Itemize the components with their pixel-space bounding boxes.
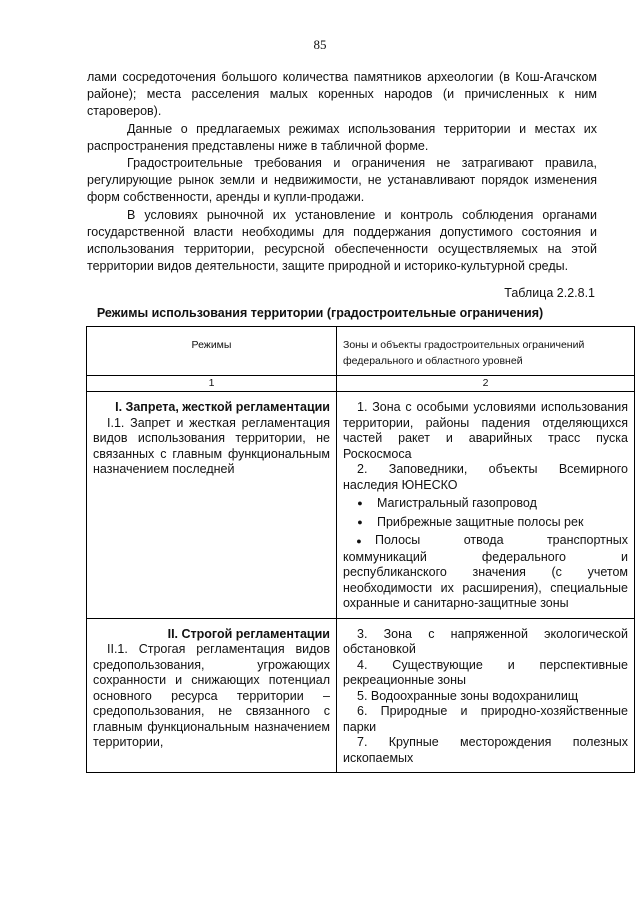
table-row bbox=[87, 392, 635, 619]
zone-item: 3. Зона с напряженной экологической обстановкой bbox=[343, 626, 628, 656]
list-item-text: Магистральный газопровод bbox=[377, 496, 537, 510]
header-regimes: Режимы bbox=[87, 327, 337, 376]
column-number-row bbox=[87, 376, 635, 392]
table-row bbox=[87, 618, 635, 773]
paragraph: Градостроительные требования и ограничения не затрагивают правила, регулирующие рынок земли и недвижимости, не устанавливают порядок изменения форм собственности, аренды и купли-продажи. bbox=[87, 156, 597, 205]
list-item bbox=[343, 496, 628, 512]
regime-title: II. Строгой регламентации bbox=[167, 626, 330, 641]
column-number: 1 bbox=[87, 376, 337, 392]
list-item bbox=[343, 515, 628, 531]
zone-item: 2. Заповедники, объекты Всемирного наследия ЮНЕСКО bbox=[343, 462, 628, 492]
table-title: Режимы использования территории (градостроительные ограничения) bbox=[96, 306, 544, 320]
body-text bbox=[87, 69, 597, 275]
column-number: 2 bbox=[337, 376, 635, 392]
table-header-row bbox=[87, 327, 635, 376]
bullet-icon: ● bbox=[356, 536, 362, 546]
list-item-text: Полосы отвода транспортных коммуникаций федерального и республиканского значения (с учетом необходимости их расширения), специальные охранные и санитарно-защитные зоны bbox=[343, 533, 628, 610]
zone-item: 7. Крупные месторождения полезных ископаемых bbox=[343, 735, 628, 765]
regimes-table bbox=[86, 326, 635, 773]
regime-cell bbox=[87, 392, 337, 619]
page-number: 85 bbox=[313, 37, 327, 52]
regime-cell bbox=[87, 618, 337, 773]
header-zones: Зоны и объекты градостроительных ограничений федерального и областного уровней bbox=[337, 327, 635, 376]
paragraph: В условиях рыночной их установление и контроль соблюдения органами государственной власти необходимы для поддержания допустимого состояния и использования территории, ресурсной обеспеченности осуществляемых на этой территории видов деятельности, защите природной и историко-культурной среды. bbox=[87, 207, 597, 274]
zone-item: 1. Зона с особыми условиями использования территории, районы падения отделяющихся частей ракет и аварийных трасс пуска Роскосмоса bbox=[343, 400, 628, 461]
bullet-icon: ● bbox=[357, 516, 363, 527]
bullet-icon: ● bbox=[357, 498, 363, 508]
zones-cell bbox=[337, 618, 635, 773]
zone-item: 5. Водоохранные зоны водохранилищ bbox=[357, 688, 579, 703]
regime-title: I. Запрета, жесткой регламентации bbox=[115, 400, 330, 414]
list-item bbox=[343, 533, 628, 612]
list-item-text: Прибрежные защитные полосы рек bbox=[377, 514, 584, 529]
table-label: Таблица 2.2.8.1 bbox=[504, 286, 595, 300]
zone-item: 4. Существующие и перспективные рекреационные зоны bbox=[343, 657, 628, 687]
paragraph: Данные о предлагаемых режимах использования территории и местах их распространения представлены ниже в табличной форме. bbox=[87, 121, 597, 153]
zones-cell bbox=[337, 392, 635, 619]
zone-item: 6. Природные и природно-хозяйственные парки bbox=[343, 704, 628, 734]
regime-description: II.1. Строгая регламентация видов средопользования, угрожающих сохранности и снижающих потенциал основного ресурса территории – средопользования, не связанного с главным функциональным назначением территории, bbox=[93, 642, 330, 749]
paragraph: лами сосредоточения большого количества памятников археологии (в Кош-Агачском районе); места расселения малых коренных народов (и причисленных к ним староверов). bbox=[87, 70, 597, 119]
regime-description: I.1. Запрет и жесткая регламентация видов использования территории, не связанных с главным функциональным назначением последней bbox=[93, 415, 330, 476]
